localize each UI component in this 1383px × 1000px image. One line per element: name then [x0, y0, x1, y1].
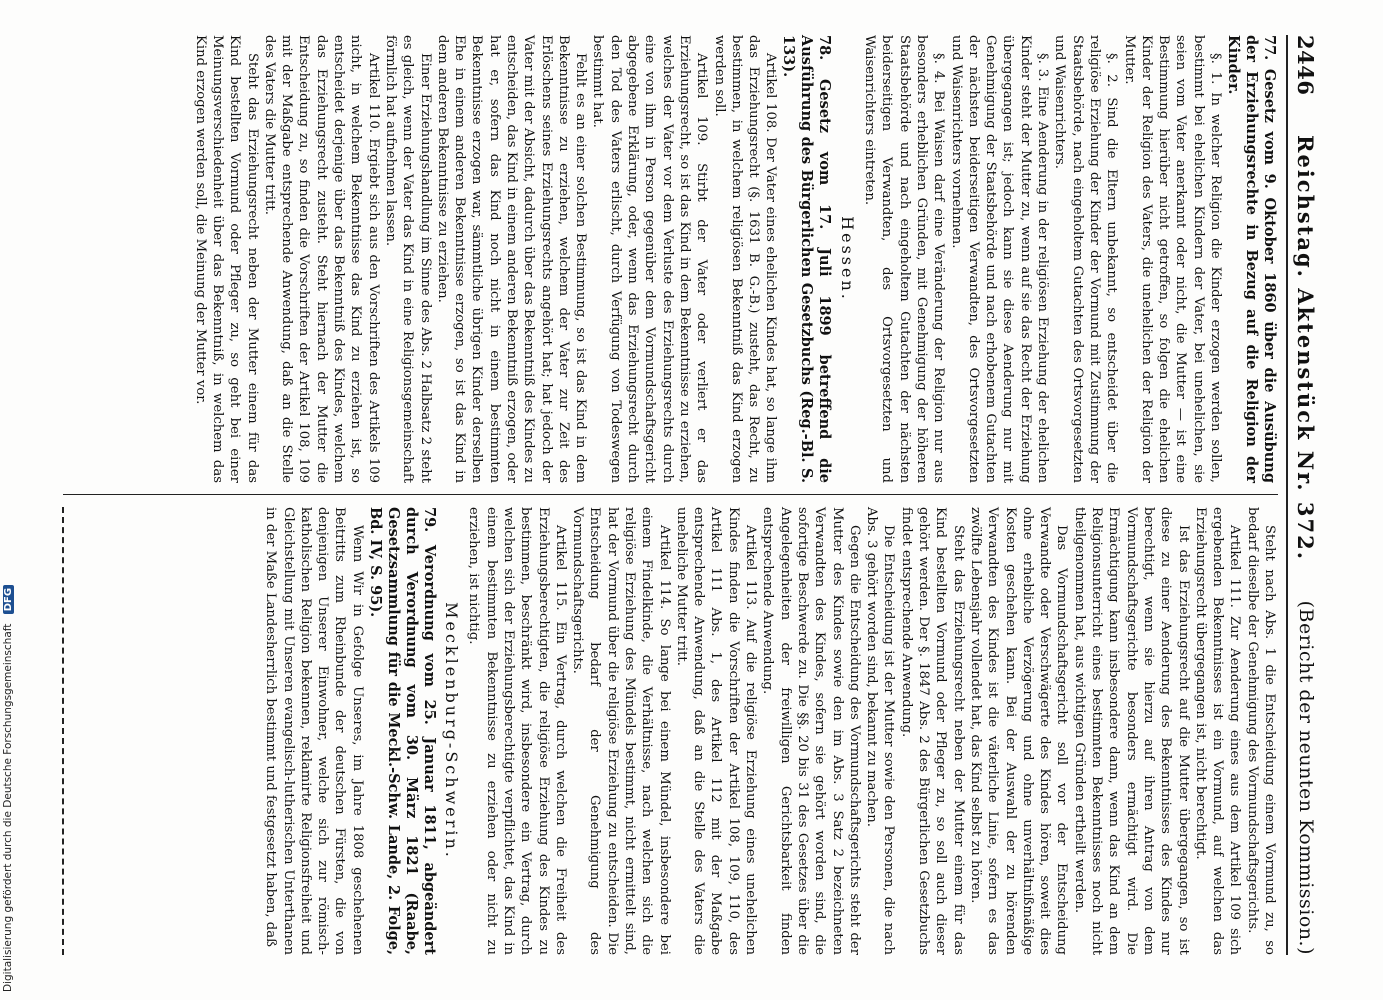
header-rule	[1286, 35, 1288, 955]
dfg-logo: DFG	[3, 585, 14, 614]
right-para-2: Artikel 111. Zur Aenderung eines aus dem Artikel 109 sich ergebenden Bekenntnisses ist ein Vormund, auf welchen das Erziehungsrecht übergegangen ist, nicht berechtigt.	[1192, 507, 1243, 955]
article-79-title: 79. Verordnung vom 25. Januar 1811, abgeändert durch Verordnung vom 30. März 1821 (Raabe, Gesetzsammlung für die Meckl.-Schw. Lande, 2. Folge, Bd. IV, S. 95).	[366, 507, 438, 955]
article-78-para-4: Einer Erziehungshandlung im Sinne des Abs. 2 Halbsatz 2 steht es gleich, wenn der Vater das Kind in eine Religionsgemeinschaft förmlich hat aufnehmen lassen.	[382, 35, 433, 483]
right-para-1: Steht nach Abs. 1 die Entscheidung einem Vormund zu, so bedarf dieselbe der Genehmigung des Vormundschaftsgerichts.	[1244, 507, 1277, 955]
document-page	[40, 0, 1370, 1000]
right-para-5: Steht das Erziehungsrecht neben der Mutter einem für das Kind bestellten Vormund oder Pfleger zu, so soll auch dieser gehört werden. Der §. 1847 Abs. 2 des Bürgerlichen Gesetzbuchs findet entsprechende Anwendung.	[898, 507, 966, 955]
column-divider	[63, 494, 1278, 495]
article-78-para-5: Artikel 110. Ergiebt sich aus den Vorschriften des Artikels 109 nicht, in welchem Bekenntnisse das Kind zu erziehen ist, so entscheidet derjenige über das Bekenntniß des Kindes, welchem das Erziehungsrecht zusteht. Steht hiernach der Mutter die Entscheidung zu, so finden die Vorschriften der Artikel 108, 109 mit der Maßgabe entsprechende Anwendung, daß an die Stelle des Vaters die Mutter tritt.	[261, 35, 381, 483]
article-77-para-1: §. 1. In welcher Religion die Kinder erzogen werden sollen, bestimmt bei ehelichen Kindern der Vater, bei unehelichen, sie seien vom Vater anerkannt oder nicht, die Mutter — ist eine Bestimmung hierüber nicht getroffen, so folgen die ehelichen Kinder der Religion des Vaters, die unehelichen der Religion der Mutter.	[1121, 35, 1223, 483]
right-para-10: Artikel 115. Ein Vertrag, durch welchen die Freiheit des Erziehungsberechtigten, die religiöse Erziehung des Kindes zu bestimmen, beschränkt wird, insbesondere ein Vertrag, durch welchen sich der Erziehungsberechtigte verpflichtet, das Kind in einem bestimmten Bekenntnisse zu erziehen oder nicht zu erziehen, ist nichtig.	[466, 507, 568, 955]
right-para-8: Artikel 113. Auf die religiöse Erziehung eines unehelichen Kindes finden die Vorschriften der Artikel 108, 109, 110, des Artikel 111 Abs. 1, des Artikel 112 mit der Maßgabe entsprechende Anwendung, daß an die Stelle des Vaters die uneheliche Mutter tritt.	[673, 507, 759, 955]
right-para-4: Das Vormundschaftsgericht soll vor der Entscheidung Verwandte oder Verschwägerte des Kindes hören, soweit dies ohne erhebliche Verzögerung und ohne unverhältnißmäßige Kosten geschehen kann. Bei der Auswahl der zu hörenden Verwandten des Kindes ist die väterliche Linie, sofern es das zwölfte Lebensjahr vollendet hat, das Kind selbst zu hören.	[967, 507, 1070, 955]
article-78-para-1: Artikel 108. Der Vater eines ehelichen Kindes hat, so lange ihm das Erziehungsrecht (§. 1631 B. G.-B.) zusteht, das Recht, zu bestimmen, in welchem religiösen Bekenntniß das Kind erzogen werden soll.	[711, 35, 779, 483]
article-77-title: 77. Gesetz vom 9. Oktober 1860 über die Ausübung der Erziehungsrechte in Bezug auf die Religion der Kinder.	[1225, 35, 1278, 483]
article-77-para-3: §. 3. Eine Aenderung in der religiösen Erziehung der ehelichen Kinder steht der Mutter zu, wenn auf sie das Recht der Erziehung übergegangen ist; jedoch kann sie diese Aenderung nur mit Genehmigung der Staatsbehörde und nach erhobenem Gutachten der nächsten beiderseitigen Verwandten, des Ortsvorgesetzten und Waisenrichters vornehmen.	[948, 35, 1051, 483]
page-header-note: (Bericht der neunten Kommission.)	[1295, 600, 1317, 955]
page-content	[52, 35, 1322, 955]
left-column	[191, 35, 1278, 483]
section-heading-mecklenburg: Mecklenburg-Schwerin.	[442, 602, 462, 860]
article-78-para-6: Steht das Erziehungsrecht neben der Mutter einem für das Kind bestellten Vormund oder Pfleger zu, so geht bei einer Meinungsverschiedenheit über das Bekenntniß, in welchem das Kind erzogen werden soll, die Meinung der Mutter vor.	[192, 35, 260, 483]
right-para-9: Artikel 114. So lange bei einem Mündel, insbesondere bei einem Findelkinde, die Verhältnisse, nach welchen sich die religiöse Erziehung des Mündels bestimmt, nicht ermittelt sind, hat der Vormund über die religiöse Erziehung zu entscheiden. Die Entscheidung bedarf der Genehmigung des Vormundschaftsgerichts.	[570, 507, 672, 955]
page-number: 2446	[1293, 35, 1319, 96]
page-header	[1290, 35, 1322, 955]
article-79-para-1: Wenn Wir in Gefolge Unseres, im Jahre 1808 geschehenen Beitritts zum Rheinbunde der deutschen Fürsten, die von denjenigen Unserer Einwohner, welche sich zur römisch-katholischen Religion bekennen, reklamirte Religionsfreiheit und Gleichstellung mit Unseren evangelisch-lutherischen Unterthanen in der Maße Landesherrlich bestimmt und festgesetzt haben, daß	[263, 507, 365, 955]
article-77-para-2: §. 2. Sind die Eltern unbekannt, so entscheidet über die religiöse Erziehung der Kinder der Vormund mit Zustimmung der Staatsbehörde, nach eingeholtem Gutachten des Ortsvorgesetzten und Waisenrichters.	[1052, 35, 1120, 483]
continuation-dashes	[54, 507, 64, 955]
article-77-para-4: §. 4. Bei Waisen darf eine Veränderung der Religion nur aus besonders erheblichen Gründen, mit Genehmigung der höheren Staatsbehörde und nach eingeholtem Gutachten der nächsten beiderseitigen Verwandten, des Ortsvorgesetzten und Waisenrichters eintreten.	[862, 35, 947, 483]
page-title: Reichstag. Aktenstück Nr. 372.	[1293, 135, 1319, 562]
right-para-7: Gegen die Entscheidung des Vormundschaftsgerichts steht der Mutter des Kindes sowie den im Abs. 3 Satz 2 bezeichneten Verwandten des Kindes, sofern sie gehört worden sind, die sofortige Beschwerde zu. Die §§. 20 bis 31 des Gesetzes über die Angelegenheiten der freiwilligen Gerichtsbarkeit finden entsprechende Anwendung.	[760, 507, 862, 955]
credit-text: Digitalisierung gefördert durch die Deutsche Forschungsgemeinschaft	[2, 623, 14, 992]
section-heading-hessen: Hessen.	[837, 216, 857, 302]
article-78-para-3: Fehlt es an einer solchen Bestimmung, so ist das Kind in dem Bekenntnisse zu erziehen, welchem der Vater zur Zeit des Erlöschens seines Erziehungsrechts angehört hat; hat jedoch der Vater mit der Absicht, dadurch über das Bekenntniß des Kindes zu entscheiden, das Kind in einem anderen Bekenntniß erzogen, oder hat er, sofern das Kind noch nicht in einem bestimmten Bekenntnisse erzogen war, sämmtliche übrigen Kinder derselben Ehe in einem anderen Bekenntnisse erzogen, so ist das Kind in dem anderen Bekenntnisse zu erziehen.	[434, 35, 589, 483]
right-para-6: Die Entscheidung ist der Mutter sowie den Personen, die nach Abs. 3 gehört worden sind, bekannt zu machen.	[864, 507, 897, 955]
right-para-3: Ist das Erziehungsrecht auf die Mutter übergegangen, so ist diese zu einer Aenderung des Bekenntnisses des Kindes nur berechtigt, wenn sie hierzu auf ihren Antrag von dem Vormundschaftsgerichte besonders ermächtigt wird. Die Ermächtigung kann insbesondere dann, wenn das Kind an dem Religionsunterricht eines bestimmten Bekenntnisses noch nicht theilgenommen hat, aus wichtigen Gründen ertheilt werden.	[1071, 507, 1191, 955]
right-column	[262, 507, 1278, 955]
article-78-title: 78. Gesetz vom 17. Juli 1899 betreffend die Ausführung des Bürgerlichen Gesetzbuchs (Reg.-Bl. S. 133).	[780, 35, 834, 483]
article-78-para-2: Artikel 109. Stirbt der Vater oder verliert er das Erziehungsrecht, so ist das Kind in dem Bekenntnisse zu erziehen, welches der Vater vor dem Verluste des Erziehungsrechts durch eine von ihm in Person gegenüber dem Vormundschaftsgericht abgegebene Erklärung, oder, wenn das Erziehungsrecht durch den Tod des Vaters erlischt, durch Verfügung von Todeswegen bestimmt hat.	[590, 35, 710, 483]
digitization-credit	[2, 587, 16, 992]
